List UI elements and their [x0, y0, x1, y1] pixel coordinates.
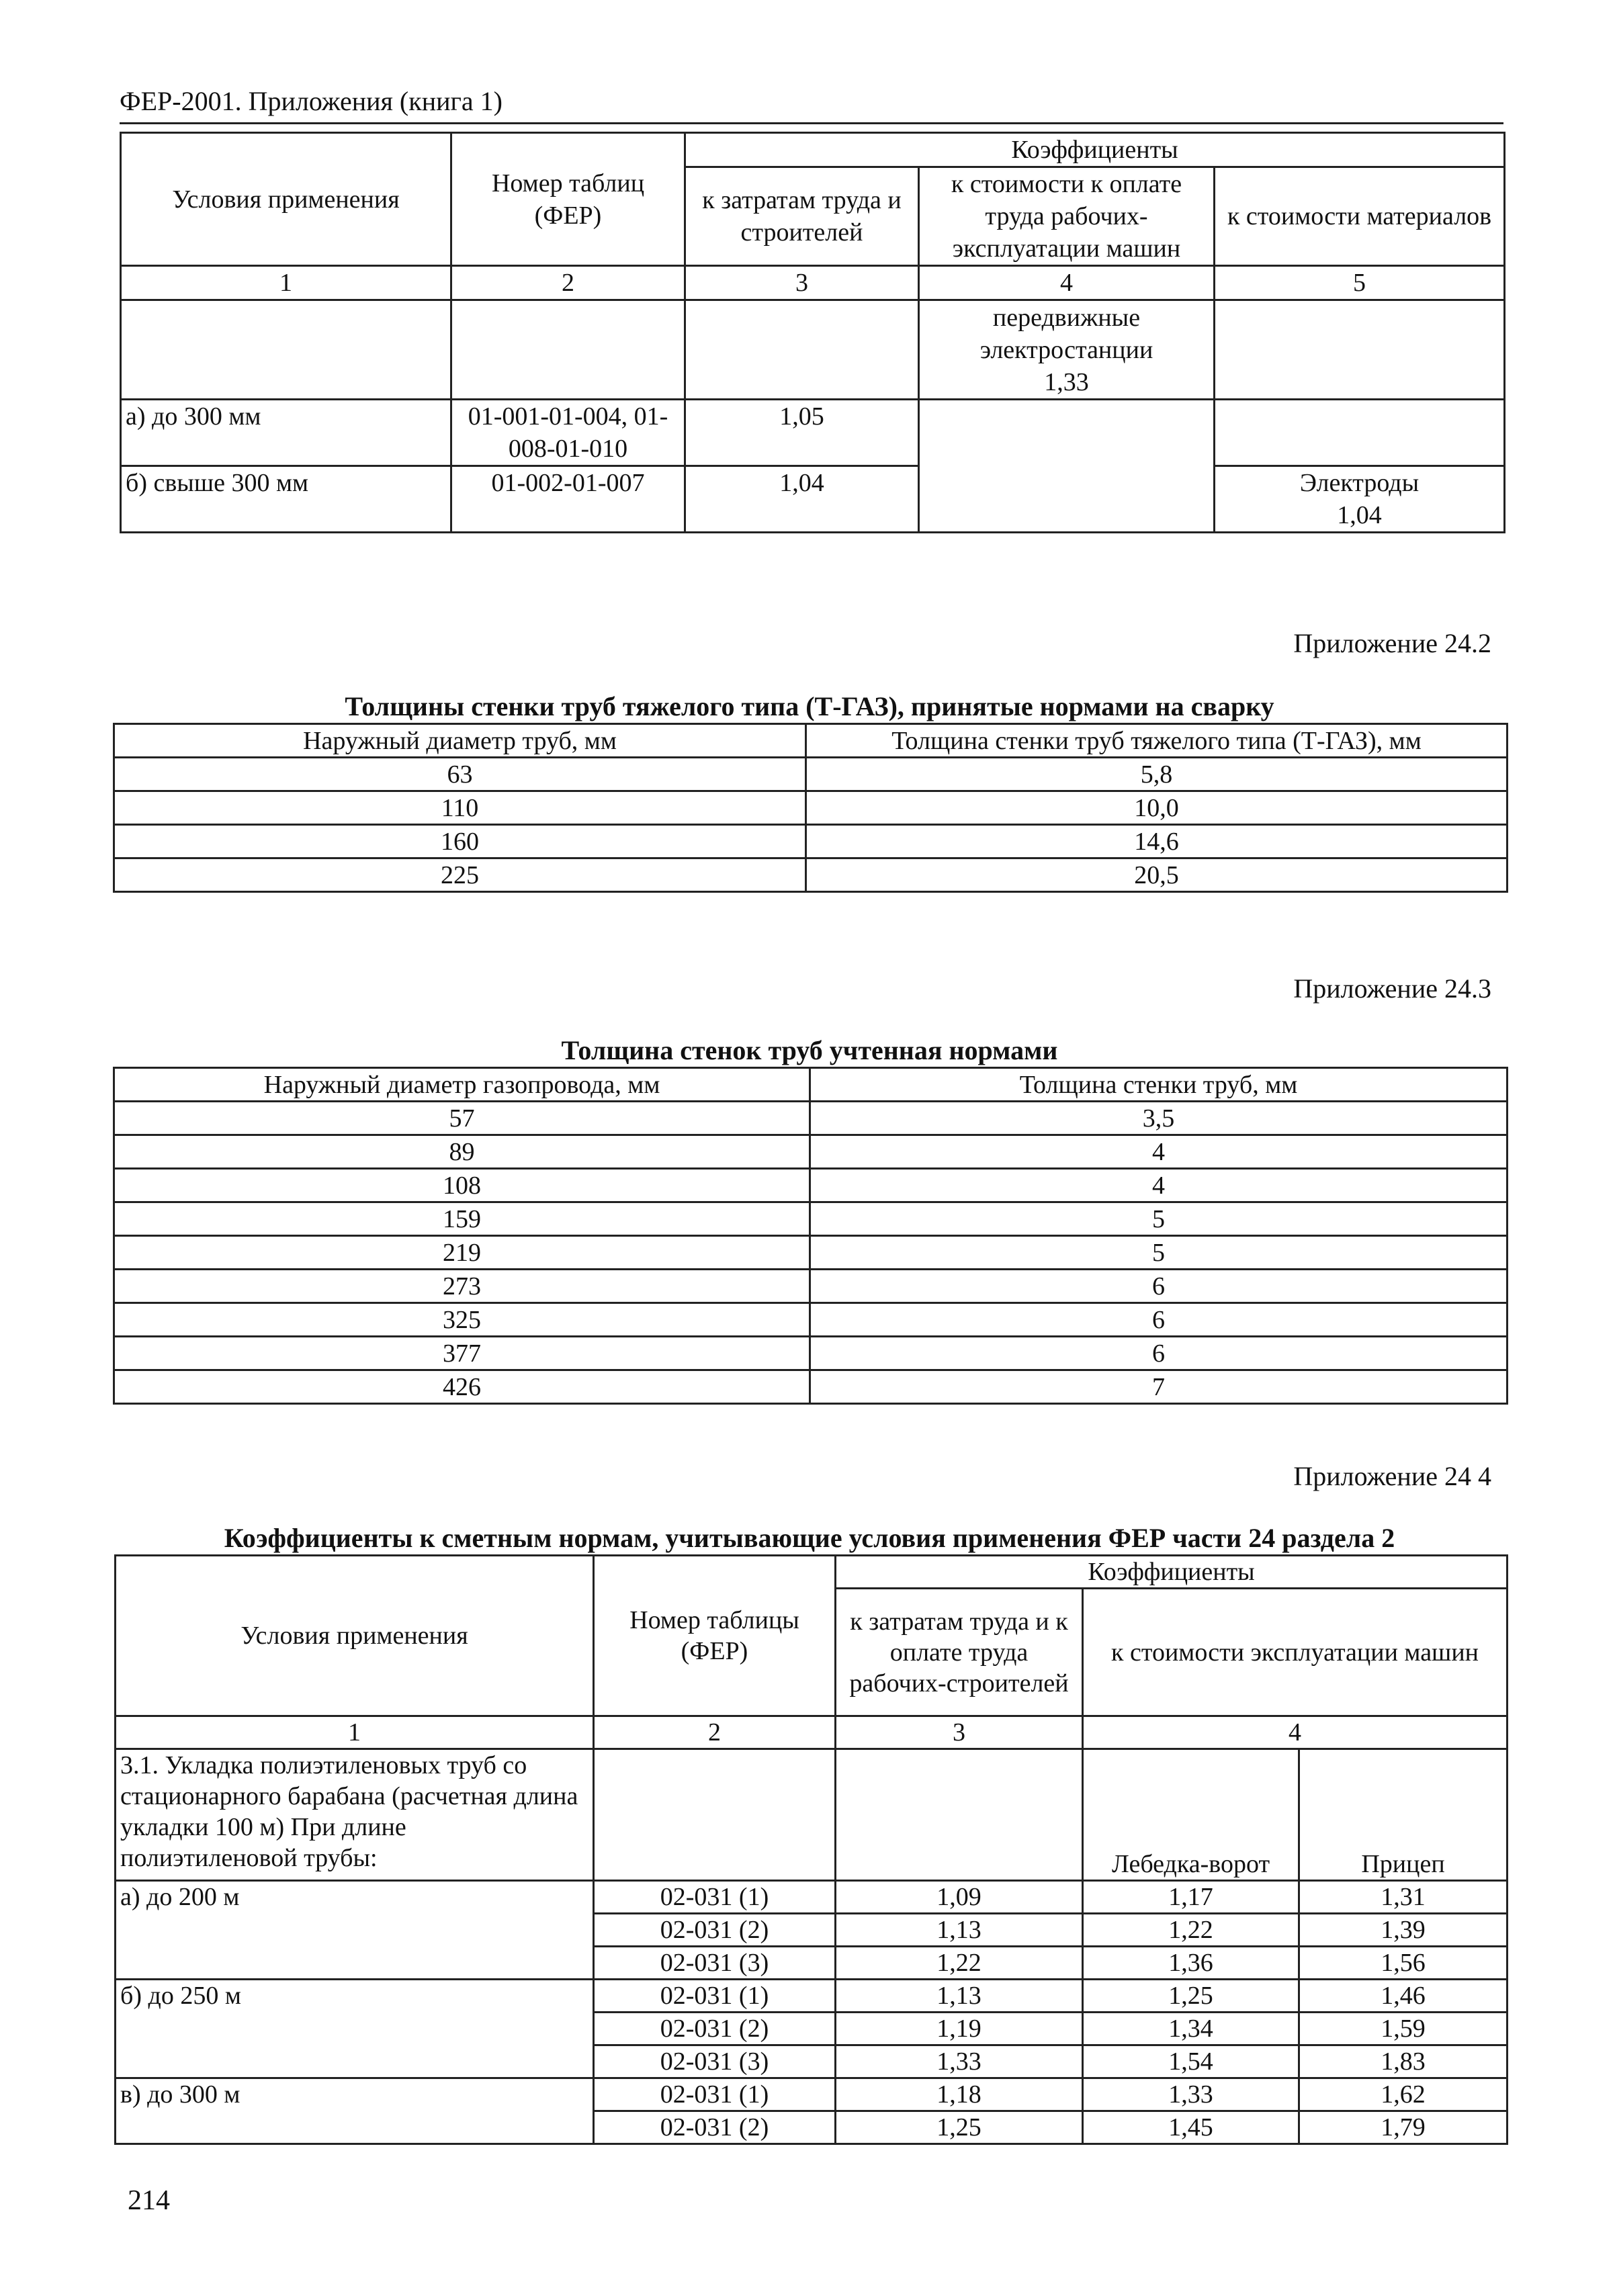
header-coefficients: Коэффициенты [685, 133, 1505, 167]
row-a-condition: а) до 300 мм [121, 400, 451, 466]
table-cell: 1,39 [1299, 1914, 1508, 1947]
table-cell: 6 [810, 1303, 1508, 1337]
table-cell: 1,62 [1299, 2078, 1508, 2111]
appendix-24-3-label: Приложение 24.3 [1293, 973, 1491, 1004]
table-cell: 1,31 [1299, 1881, 1508, 1914]
col-wall-thickness: Толщина стенки труб, мм [810, 1068, 1508, 1102]
header-table-number: Номер таблиц (ФЕР) [451, 133, 685, 266]
table-cell: 160 [114, 825, 806, 858]
col-number: 5 [1215, 266, 1505, 300]
electrodes-value: 1,04 [1337, 501, 1382, 529]
col-wall-thickness: Толщина стенки труб тяжелого типа (Т-ГАЗ), мм [806, 724, 1508, 758]
col-number: 4 [919, 266, 1215, 300]
appendix-24-2-table [113, 723, 1508, 893]
table-cell: 1,83 [1299, 2045, 1508, 2078]
table-cell: 108 [114, 1169, 810, 1202]
row-a-table-number: 01-001-01-004, 01-008-01-010 [451, 400, 685, 466]
table-cell: 1,19 [836, 2013, 1083, 2045]
col-number: 1 [121, 266, 451, 300]
empty-cell [836, 1749, 1083, 1881]
col-outer-diameter: Наружный диаметр газопровода, мм [114, 1068, 810, 1102]
empty-cell [1215, 400, 1505, 466]
table-cell: 1,22 [1083, 1914, 1299, 1947]
table-cell: 1,25 [1083, 1980, 1299, 2013]
electrodes-cell [1215, 466, 1505, 533]
table-cell: 3,5 [810, 1102, 1508, 1135]
table-cell: 6 [810, 1337, 1508, 1370]
table-cell: 219 [114, 1236, 810, 1270]
row-b-table-number: 01-002-01-007 [451, 466, 685, 533]
table-cell: 110 [114, 791, 806, 825]
table-cell: 1,33 [1083, 2078, 1299, 2111]
col-number: 2 [451, 266, 685, 300]
col-number: 3 [685, 266, 919, 300]
header-machine-cost: к стоимости эксплуатации машин [1083, 1589, 1508, 1716]
page-number: 214 [128, 2185, 170, 2216]
header-materials: к стоимости материалов [1215, 167, 1505, 266]
table-cell: 325 [114, 1303, 810, 1337]
table-cell: 1,79 [1299, 2111, 1508, 2144]
table-cell: 1,56 [1299, 1947, 1508, 1980]
col-outer-diameter: Наружный диаметр труб, мм [114, 724, 806, 758]
table-cell: 02-031 (1) [594, 2078, 836, 2111]
table-cell: 1,09 [836, 1881, 1083, 1914]
header-table-number: Номер таблицы (ФЕР) [594, 1556, 836, 1716]
table-cell: 1,13 [836, 1980, 1083, 2013]
table-cell: 57 [114, 1102, 810, 1135]
table-cell: 02-031 (1) [594, 1980, 836, 2013]
col-number: 1 [116, 1716, 594, 1749]
table-cell: 426 [114, 1370, 810, 1404]
running-header: ФЕР-2001. Приложения (книга 1) [120, 85, 1503, 124]
table-cell: 1,36 [1083, 1947, 1299, 1980]
table-cell: 63 [114, 758, 806, 791]
table-cell: 1,18 [836, 2078, 1083, 2111]
header-conditions: Условия применения [116, 1556, 594, 1716]
row-b-condition: б) свыше 300 мм [121, 466, 451, 533]
trailer-header: Прицеп [1299, 1749, 1508, 1881]
appendix-24-3-table [113, 1067, 1508, 1405]
table-cell: 7 [810, 1370, 1508, 1404]
table-cell: 89 [114, 1135, 810, 1169]
row-b-labor: 1,04 [685, 466, 919, 533]
table-cell: 1,25 [836, 2111, 1083, 2144]
electrodes-label: Электроды [1299, 469, 1420, 497]
col-number: 4 [1083, 1716, 1508, 1749]
table-cell: 1,34 [1083, 2013, 1299, 2045]
appendix-24-2-title: Толщины стенки труб тяжелого типа (Т-ГАЗ), принятые нормами на сварку [345, 691, 1274, 721]
table-cell: 5,8 [806, 758, 1508, 791]
empty-cell [1215, 300, 1505, 400]
appendix-24-4-title: Коэффициенты к сметным нормам, учитывающие условия применения ФЕР части 24 раздела 2 [224, 1523, 1395, 1553]
col-number: 3 [836, 1716, 1083, 1749]
appendix-24-4-label: Приложение 24 4 [1293, 1461, 1491, 1491]
table-cell: 14,6 [806, 825, 1508, 858]
table-cell: 1,59 [1299, 2013, 1508, 2045]
table-cell: 159 [114, 1202, 810, 1236]
section-3-1-description: 3.1. Укладка полиэтиленовых труб со стационарного барабана (расчетная длина укладки 100 м) При длине полиэтиленовой трубы: [116, 1749, 594, 1881]
appendix-24-3-title: Толщина стенок труб учтенная нормами [561, 1035, 1058, 1065]
empty-cell [919, 400, 1215, 533]
table-cell: 20,5 [806, 858, 1508, 892]
table-cell: 1,45 [1083, 2111, 1299, 2144]
coefficients-table-top [120, 132, 1505, 533]
table-cell: 1,22 [836, 1947, 1083, 1980]
header-machine-cost: к стоимости к оплате труда рабочих-эксплуатации машин [919, 167, 1215, 266]
group-b-condition: б) до 250 м [116, 1980, 594, 2078]
table-cell: 4 [810, 1135, 1508, 1169]
table-cell: 1,17 [1083, 1881, 1299, 1914]
table-cell: 1,46 [1299, 1980, 1508, 2013]
table-cell: 02-031 (3) [594, 2045, 836, 2078]
col-number: 2 [594, 1716, 836, 1749]
table-cell: 377 [114, 1337, 810, 1370]
empty-cell [594, 1749, 836, 1881]
empty-cell [121, 300, 451, 400]
table-cell: 02-031 (2) [594, 2013, 836, 2045]
row-a-labor: 1,05 [685, 400, 919, 466]
table-cell: 4 [810, 1169, 1508, 1202]
table-cell: 6 [810, 1270, 1508, 1303]
table-cell: 273 [114, 1270, 810, 1303]
table-cell: 02-031 (1) [594, 1881, 836, 1914]
header-coefficients: Коэффициенты [836, 1556, 1508, 1589]
mobile-power-cell [919, 300, 1215, 400]
header-labor: к затратам труда и к оплате труда рабочих-строителей [836, 1589, 1083, 1716]
table-cell: 1,13 [836, 1914, 1083, 1947]
mobile-power-label: передвижные электростанции [979, 303, 1153, 364]
table-cell: 1,33 [836, 2045, 1083, 2078]
winch-header: Лебедка-ворот [1083, 1749, 1299, 1881]
table-cell: 1,54 [1083, 2045, 1299, 2078]
appendix-24-4-table [114, 1554, 1508, 2145]
table-cell: 02-031 (2) [594, 2111, 836, 2144]
table-cell: 02-031 (2) [594, 1914, 836, 1947]
table-cell: 5 [810, 1202, 1508, 1236]
table-cell: 10,0 [806, 791, 1508, 825]
table-cell: 225 [114, 858, 806, 892]
table-cell: 02-031 (3) [594, 1947, 836, 1980]
mobile-power-value: 1,33 [1044, 367, 1089, 396]
table-cell: 5 [810, 1236, 1508, 1270]
appendix-24-2-label: Приложение 24.2 [1293, 628, 1491, 658]
group-c-condition: в) до 300 м [116, 2078, 594, 2144]
empty-cell [451, 300, 685, 400]
group-a-condition: а) до 200 м [116, 1881, 594, 1980]
empty-cell [685, 300, 919, 400]
header-labor: к затратам труда и строителей [685, 167, 919, 266]
header-conditions: Условия применения [121, 133, 451, 266]
